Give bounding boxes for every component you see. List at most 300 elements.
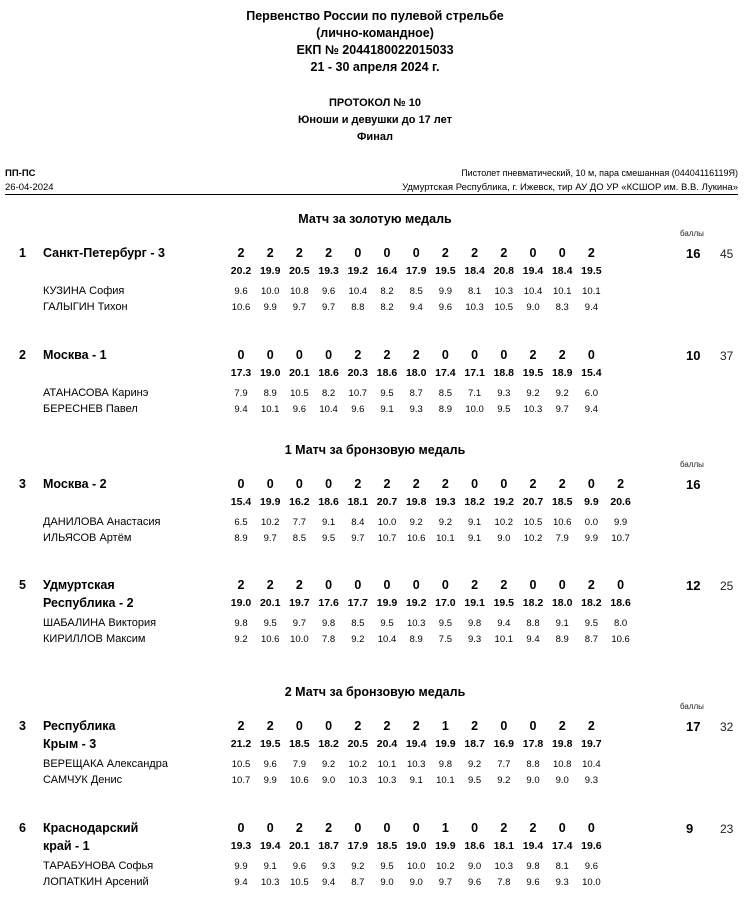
player-shot-score: 10.8 <box>290 286 309 297</box>
pair-shot-score: 19.9 <box>435 738 456 750</box>
player-shot-score: 10.4 <box>348 286 368 297</box>
series-point: 0 <box>325 578 333 592</box>
pair-shot-score: 17.6 <box>318 597 339 609</box>
player-shot-score: 8.9 <box>263 388 277 399</box>
pair-shot-score: 19.8 <box>405 496 427 508</box>
player-name: ИЛЬЯСОВ Артём <box>43 532 132 544</box>
player-shot-score: 10.3 <box>406 618 426 629</box>
series-point: 0 <box>325 348 333 362</box>
section-title: 2 Матч за бронзовую медаль <box>284 685 466 699</box>
pair-shot-score: 20.6 <box>610 496 631 508</box>
team-rank: 1 <box>19 246 26 260</box>
series-point: 2 <box>558 719 566 733</box>
protocol-number: ПРОТОКОЛ № 10 <box>329 97 421 109</box>
series-point: 0 <box>383 246 391 260</box>
player-name: БЕРЕСНЕВ Павел <box>43 403 138 415</box>
player-shot-score: 9.5 <box>380 618 394 629</box>
player-shot-score: 10.3 <box>465 302 484 313</box>
series-point: 2 <box>471 246 479 260</box>
series-point: 2 <box>471 719 479 733</box>
series-point: 0 <box>471 348 479 362</box>
player-shot-score: 10.6 <box>231 302 251 313</box>
player-name: КИРИЛЛОВ Максим <box>43 633 146 645</box>
pair-shot-score: 20.1 <box>259 597 281 609</box>
player-shot-score: 8.4 <box>351 517 365 528</box>
pair-shot-score: 20.3 <box>347 367 369 379</box>
series-point: 2 <box>558 348 566 362</box>
pair-shot-score: 18.1 <box>493 840 515 852</box>
series-point: 2 <box>383 477 391 491</box>
player-name: КУЗИНА София <box>43 285 125 297</box>
series-point: 0 <box>295 719 303 733</box>
player-shot-score: 10.5 <box>231 759 251 770</box>
pair-shot-score: 19.5 <box>493 597 515 609</box>
series-point: 0 <box>558 246 566 260</box>
player-shot-score: 9.1 <box>467 533 482 544</box>
team-rank: 2 <box>19 348 26 362</box>
player-shot-score: 9.4 <box>584 404 598 415</box>
series-point: 0 <box>237 348 245 362</box>
event-title: Первенство России по пулевой стрельбе <box>246 9 504 23</box>
player-shot-score: 9.1 <box>380 404 394 415</box>
pair-shot-score: 16.2 <box>289 496 310 508</box>
pair-shot-score: 18.6 <box>464 840 485 852</box>
series-point: 2 <box>529 821 537 835</box>
team-name: Республика - 2 <box>43 596 134 610</box>
series-point: 2 <box>587 719 595 733</box>
pair-shot-score: 20.5 <box>347 738 369 750</box>
pair-shot-score: 19.5 <box>522 367 544 379</box>
series-point: 0 <box>558 821 566 835</box>
player-shot-score: 9.7 <box>263 533 277 544</box>
series-point: 2 <box>441 477 449 491</box>
player-shot-score: 9.2 <box>526 388 540 399</box>
player-shot-score: 10.6 <box>552 517 572 528</box>
player-shot-score: 10.1 <box>494 634 514 645</box>
pair-shot-score: 21.2 <box>230 738 252 750</box>
player-shot-score: 9.5 <box>380 388 394 399</box>
player-name: ГАЛЫГИН Тихон <box>43 301 128 313</box>
series-point: 0 <box>295 477 303 491</box>
player-shot-score: 9.6 <box>263 759 277 770</box>
pair-shot-score: 18.6 <box>318 496 339 508</box>
series-point: 2 <box>383 348 391 362</box>
player-shot-score: 9.0 <box>467 861 482 872</box>
player-shot-score: 9.0 <box>526 775 540 786</box>
player-shot-score: 9.5 <box>467 775 482 786</box>
player-shot-score: 9.6 <box>467 877 482 888</box>
player-shot-score: 10.2 <box>494 517 514 528</box>
player-shot-score: 9.5 <box>380 861 394 872</box>
player-shot-score: 8.8 <box>351 302 365 313</box>
pair-shot-score: 19.2 <box>405 597 427 609</box>
pair-shot-score: 17.3 <box>230 367 252 379</box>
pair-shot-score: 19.0 <box>259 367 281 379</box>
player-name: ТАРАБУНОВА Софья <box>43 860 154 872</box>
player-shot-score: 9.2 <box>409 517 423 528</box>
player-shot-score: 9.7 <box>292 618 306 629</box>
pair-shot-score: 20.5 <box>289 265 310 277</box>
player-shot-score: 10.0 <box>465 404 484 415</box>
player-shot-score: 9.0 <box>555 775 569 786</box>
pair-shot-score: 19.1 <box>464 597 485 609</box>
pair-shot-score: 19.9 <box>259 265 281 277</box>
team-rank: 3 <box>19 477 26 491</box>
pair-shot-score: 19.7 <box>581 738 602 750</box>
series-point: 2 <box>295 246 303 260</box>
series-point: 1 <box>441 719 449 733</box>
series-point: 2 <box>412 719 420 733</box>
pair-shot-score: 20.7 <box>522 496 544 508</box>
pair-shot-score: 18.2 <box>464 496 485 508</box>
series-point: 0 <box>354 578 362 592</box>
player-shot-score: 9.2 <box>438 517 452 528</box>
player-shot-score: 10.6 <box>260 634 280 645</box>
player-shot-score: 10.8 <box>552 759 572 770</box>
player-name: ШАБАЛИНА Виктория <box>43 617 157 629</box>
team-name: Санкт-Петербург - 3 <box>43 246 165 260</box>
player-shot-score: 10.1 <box>436 775 455 786</box>
series-point: 0 <box>237 477 245 491</box>
pair-shot-score: 19.9 <box>259 496 281 508</box>
pair-shot-score: 20.4 <box>376 738 398 750</box>
pair-shot-score: 17.8 <box>522 738 544 750</box>
player-shot-score: 10.0 <box>260 286 280 297</box>
team-total-points: 17 <box>686 719 701 734</box>
pair-shot-score: 19.3 <box>435 496 456 508</box>
ekp-number: ЕКП № 2044180022015033 <box>296 43 454 57</box>
player-shot-score: 9.2 <box>555 388 569 399</box>
series-point: 2 <box>471 578 479 592</box>
pair-shot-score: 17.1 <box>464 367 485 379</box>
player-name: ДАНИЛОВА Анастасия <box>43 516 161 528</box>
series-point: 0 <box>500 348 508 362</box>
player-shot-score: 10.2 <box>348 759 368 770</box>
player-shot-score: 10.6 <box>406 533 426 544</box>
player-shot-score: 9.1 <box>321 517 336 528</box>
player-shot-score: 10.4 <box>319 404 338 415</box>
series-point: 0 <box>237 821 245 835</box>
player-shot-score: 9.4 <box>409 302 423 313</box>
header-divider <box>5 194 738 195</box>
player-shot-score: 8.5 <box>438 388 452 399</box>
player-shot-score: 9.2 <box>467 759 482 770</box>
team-name: Удмуртская <box>43 578 115 592</box>
pair-shot-score: 18.6 <box>318 367 339 379</box>
player-shot-score: 9.5 <box>438 618 452 629</box>
player-shot-score: 10.5 <box>290 388 309 399</box>
team-name: Республика <box>43 719 116 733</box>
series-point: 2 <box>500 821 508 835</box>
pair-shot-score: 19.4 <box>522 840 544 852</box>
series-point: 0 <box>295 348 303 362</box>
series-point: 2 <box>237 246 245 260</box>
player-shot-score: 9.6 <box>351 404 365 415</box>
player-shot-score: 9.1 <box>409 775 423 786</box>
pair-shot-score: 19.4 <box>259 840 281 852</box>
series-point: 2 <box>500 578 508 592</box>
team-total-points: 16 <box>686 246 701 261</box>
pair-shot-score: 18.5 <box>376 840 398 852</box>
player-shot-score: 8.8 <box>526 759 540 770</box>
player-shot-score: 9.6 <box>584 861 598 872</box>
pair-shot-score: 19.3 <box>318 265 339 277</box>
player-shot-score: 9.9 <box>263 302 277 313</box>
series-point: 2 <box>266 578 274 592</box>
pair-shot-score: 18.7 <box>318 840 339 852</box>
series-point: 0 <box>266 477 274 491</box>
player-shot-score: 7.1 <box>467 388 482 399</box>
player-shot-score: 8.5 <box>409 286 423 297</box>
player-shot-score: 9.6 <box>292 861 306 872</box>
pair-shot-score: 18.0 <box>405 367 427 379</box>
pair-shot-score: 19.5 <box>581 265 602 277</box>
series-point: 0 <box>587 348 595 362</box>
player-shot-score: 7.8 <box>497 877 511 888</box>
team-extra-score: 23 <box>720 822 734 836</box>
player-shot-score: 9.6 <box>321 286 336 297</box>
player-shot-score: 10.5 <box>523 517 543 528</box>
pair-shot-score: 20.2 <box>230 265 252 277</box>
player-shot-score: 10.7 <box>231 775 251 786</box>
player-shot-score: 9.3 <box>409 404 423 415</box>
section-title: Матч за золотую медаль <box>298 212 452 226</box>
player-shot-score: 9.4 <box>234 877 248 888</box>
player-shot-score: 9.6 <box>438 302 452 313</box>
pair-shot-score: 9.9 <box>584 496 599 508</box>
player-shot-score: 8.2 <box>380 302 394 313</box>
series-point: 2 <box>587 246 595 260</box>
series-point: 2 <box>266 246 274 260</box>
event-description: Пистолет пневматический, 10 м, пара смешанная (04404116119Я) <box>461 168 738 178</box>
pair-shot-score: 19.5 <box>259 738 281 750</box>
series-point: 2 <box>529 477 537 491</box>
pair-shot-score: 19.5 <box>435 265 456 277</box>
pair-shot-score: 19.4 <box>522 265 544 277</box>
player-shot-score: 9.8 <box>438 759 452 770</box>
series-point: 0 <box>471 477 479 491</box>
team-extra-score: 45 <box>720 247 734 261</box>
player-shot-score: 8.9 <box>409 634 423 645</box>
points-column-label: баллы <box>680 229 704 238</box>
team-name: Краснодарский <box>43 821 139 835</box>
player-shot-score: 10.0 <box>377 517 397 528</box>
pair-shot-score: 15.4 <box>230 496 252 508</box>
player-shot-score: 10.7 <box>611 533 630 544</box>
player-shot-score: 9.0 <box>526 302 540 313</box>
player-name: ЛОПАТКИН Арсений <box>43 876 149 888</box>
team-rank: 6 <box>19 821 26 835</box>
series-point: 2 <box>266 719 274 733</box>
pair-shot-score: 19.0 <box>230 597 252 609</box>
player-shot-score: 9.9 <box>234 861 248 872</box>
player-shot-score: 8.9 <box>234 533 248 544</box>
player-shot-score: 9.6 <box>526 877 540 888</box>
series-point: 0 <box>412 821 420 835</box>
player-shot-score: 9.1 <box>555 618 569 629</box>
pair-shot-score: 18.2 <box>581 597 602 609</box>
player-shot-score: 10.0 <box>582 877 601 888</box>
pair-shot-score: 18.2 <box>522 597 544 609</box>
player-shot-score: 9.6 <box>234 286 248 297</box>
series-point: 0 <box>266 821 274 835</box>
series-point: 0 <box>441 578 449 592</box>
player-name: САМЧУК Денис <box>43 774 123 786</box>
player-shot-score: 10.1 <box>377 759 397 770</box>
player-shot-score: 8.2 <box>380 286 394 297</box>
pair-shot-score: 18.8 <box>493 367 515 379</box>
player-shot-score: 9.7 <box>292 302 306 313</box>
pair-shot-score: 18.5 <box>551 496 573 508</box>
player-shot-score: 10.5 <box>290 877 309 888</box>
player-shot-score: 9.0 <box>321 775 336 786</box>
player-shot-score: 7.7 <box>292 517 306 528</box>
series-point: 0 <box>325 477 333 491</box>
series-point: 1 <box>441 821 449 835</box>
player-shot-score: 9.0 <box>497 533 511 544</box>
player-shot-score: 9.8 <box>234 618 248 629</box>
event-dates: 21 - 30 апреля 2024 г. <box>310 60 440 74</box>
player-shot-score: 9.3 <box>584 775 598 786</box>
player-shot-score: 8.9 <box>438 404 452 415</box>
pair-shot-score: 19.2 <box>347 265 369 277</box>
pair-shot-score: 18.9 <box>551 367 573 379</box>
pair-shot-score: 17.4 <box>435 367 456 379</box>
player-shot-score: 9.7 <box>321 302 336 313</box>
player-shot-score: 10.2 <box>260 517 280 528</box>
stage-label: Финал <box>357 131 393 143</box>
player-shot-score: 9.2 <box>234 634 248 645</box>
series-point: 2 <box>237 719 245 733</box>
pair-shot-score: 18.5 <box>289 738 310 750</box>
pair-shot-score: 20.1 <box>289 840 310 852</box>
player-shot-score: 8.9 <box>555 634 569 645</box>
team-name: край - 1 <box>43 839 90 853</box>
player-shot-score: 10.3 <box>377 775 397 786</box>
player-shot-score: 9.7 <box>351 533 365 544</box>
player-shot-score: 9.2 <box>351 861 365 872</box>
player-shot-score: 9.0 <box>409 877 423 888</box>
series-point: 0 <box>558 578 566 592</box>
player-shot-score: 7.7 <box>497 759 511 770</box>
pair-shot-score: 18.7 <box>464 738 485 750</box>
series-point: 2 <box>354 719 362 733</box>
series-point: 2 <box>558 477 566 491</box>
pair-shot-score: 17.7 <box>347 597 369 609</box>
player-shot-score: 8.1 <box>555 861 569 872</box>
player-shot-score: 9.9 <box>613 517 628 528</box>
player-shot-score: 10.3 <box>494 286 514 297</box>
player-shot-score: 9.4 <box>497 618 511 629</box>
player-shot-score: 10.4 <box>523 286 543 297</box>
discipline-code: ПП-ПС <box>5 168 36 179</box>
player-shot-score: 7.8 <box>321 634 336 645</box>
team-total-points: 9 <box>686 821 694 836</box>
series-point: 2 <box>383 719 391 733</box>
player-shot-score: 9.5 <box>584 618 598 629</box>
player-shot-score: 9.5 <box>497 404 511 415</box>
pair-shot-score: 18.6 <box>376 367 398 379</box>
player-shot-score: 10.2 <box>523 533 543 544</box>
pair-shot-score: 17.4 <box>551 840 573 852</box>
series-point: 0 <box>325 719 333 733</box>
player-shot-score: 9.7 <box>555 404 569 415</box>
pair-shot-score: 15.4 <box>581 367 602 379</box>
pair-shot-score: 17.9 <box>347 840 369 852</box>
player-shot-score: 9.0 <box>380 877 394 888</box>
player-shot-score: 6.5 <box>234 517 248 528</box>
pair-shot-score: 19.8 <box>551 738 573 750</box>
series-point: 0 <box>500 477 508 491</box>
player-shot-score: 7.9 <box>292 759 306 770</box>
series-point: 2 <box>325 246 333 260</box>
player-shot-score: 10.6 <box>290 775 309 786</box>
player-shot-score: 10.1 <box>436 533 455 544</box>
player-shot-score: 8.2 <box>321 388 336 399</box>
player-shot-score: 9.3 <box>555 877 569 888</box>
team-extra-score: 32 <box>720 720 734 734</box>
series-point: 0 <box>266 348 274 362</box>
series-point: 2 <box>325 821 333 835</box>
team-name: Крым - 3 <box>43 737 97 751</box>
player-shot-score: 10.5 <box>494 302 514 313</box>
pair-shot-score: 18.4 <box>464 265 485 277</box>
player-shot-score: 9.8 <box>526 861 540 872</box>
team-name: Москва - 1 <box>43 348 107 362</box>
player-shot-score: 10.3 <box>260 877 280 888</box>
player-shot-score: 10.3 <box>523 404 543 415</box>
player-name: ВЕРЕЩАКА Александра <box>43 758 168 770</box>
player-shot-score: 9.1 <box>467 517 482 528</box>
pair-shot-score: 18.1 <box>347 496 369 508</box>
pair-shot-score: 19.7 <box>289 597 310 609</box>
team-total-points: 12 <box>686 578 701 593</box>
player-shot-score: 8.5 <box>351 618 365 629</box>
series-point: 2 <box>441 246 449 260</box>
series-point: 2 <box>237 578 245 592</box>
series-point: 0 <box>529 246 537 260</box>
player-shot-score: 7.5 <box>438 634 452 645</box>
player-shot-score: 8.1 <box>467 286 482 297</box>
team-extra-score: 37 <box>720 349 734 363</box>
pair-shot-score: 19.4 <box>405 738 427 750</box>
pair-shot-score: 16.4 <box>376 265 398 277</box>
player-shot-score: 9.9 <box>584 533 598 544</box>
team-total-points: 16 <box>686 477 701 492</box>
player-shot-score: 10.1 <box>582 286 601 297</box>
player-shot-score: 9.3 <box>497 388 511 399</box>
player-shot-score: 10.3 <box>348 775 368 786</box>
team-total-points: 10 <box>686 348 701 363</box>
event-subtitle: (лично-командное) <box>316 26 434 40</box>
player-shot-score: 10.1 <box>260 404 280 415</box>
pair-shot-score: 17.0 <box>435 597 456 609</box>
series-point: 0 <box>529 578 537 592</box>
pair-shot-score: 17.9 <box>405 265 427 277</box>
player-name: АТАНАСОВА Каринэ <box>43 387 149 399</box>
player-shot-score: 8.3 <box>555 302 569 313</box>
venue: Удмуртская Республика, г. Ижевск, тир АУ ДО УР «КСШОР им. В.В. Лукина» <box>402 182 738 193</box>
player-shot-score: 10.7 <box>377 533 397 544</box>
protocol-date: 26-04-2024 <box>5 182 54 193</box>
player-shot-score: 9.4 <box>234 404 248 415</box>
series-point: 0 <box>587 821 595 835</box>
series-point: 2 <box>295 821 303 835</box>
player-shot-score: 9.4 <box>321 877 336 888</box>
series-point: 2 <box>617 477 625 491</box>
series-point: 2 <box>587 578 595 592</box>
pair-shot-score: 19.0 <box>405 840 427 852</box>
